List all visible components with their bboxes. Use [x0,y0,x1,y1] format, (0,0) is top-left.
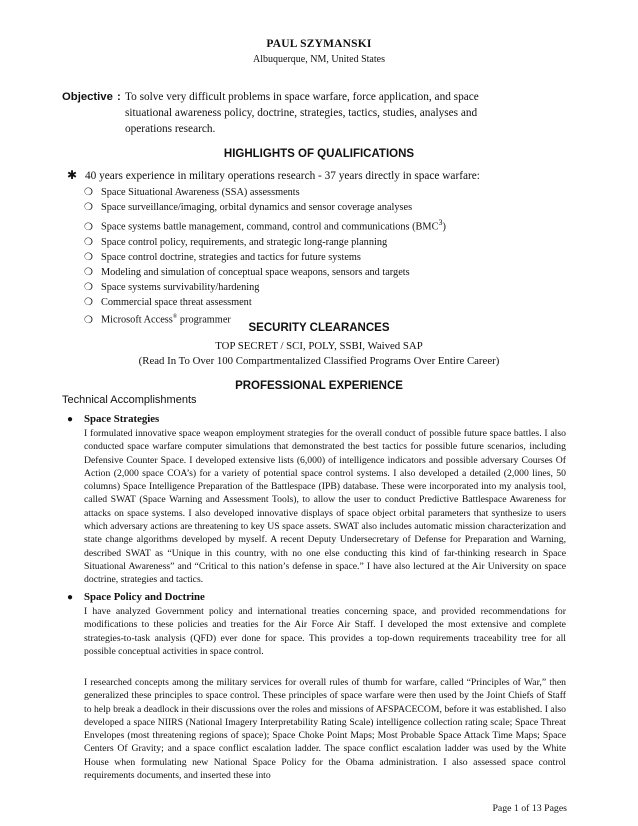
clearances-note: (Read In To Over 100 Compartmentalized Classified Programs Over Entire Career) [138,355,500,367]
accomplishment-title: Space Strategies [84,413,160,425]
accomplishment-paragraph: I have analyzed Government policy and international treaties concerning space, and provided recommendations for modifications to these policies and treaties for the Air Force Air Staff. I developed the most extensive and complete strategies-to-task analysis (QFD) ever done for space. This provides a top-down requirements traceability tree for all possible conceptual activities in space control. [84,606,566,657]
objective-line-1: To solve very difficult problems in space warfare, force application, and space [125,91,479,103]
list-item-text: Space systems battle management, command, control and communications (BMC [101,221,439,233]
hollow-square-bullet-icon: ❍ [84,236,93,248]
hollow-square-bullet-icon: ❍ [84,202,93,214]
list-item-text: Space surveillance/imaging, orbital dynamics and sensor coverage analyses [101,202,413,214]
list-item-text: Commercial space threat assessment [101,297,252,309]
hollow-square-bullet-icon: ❍ [84,251,93,263]
list-item [84,200,446,215]
list-item [84,250,446,265]
list-item [84,280,446,295]
hollow-square-bullet-icon: ❍ [84,187,93,198]
accomplishment-title: Space Policy and Doctrine [84,591,205,603]
list-item [84,185,446,200]
clearances-heading: SECURITY CLEARANCES [248,322,390,334]
page-number: Page 1 of 13 Pages [492,803,567,814]
registered-mark: ® [172,314,178,321]
candidate-location: Albuquerque, NM, United States [253,54,385,65]
list-item-text: Space control policy, requirements, and strategic long-range planning [101,236,388,248]
objective-section: Objective : To solve very difficult problems in space warfare, force application, and space situational awareness policy, doctrine, strategies, tactics, studies, analyses and operations research. [62,89,582,137]
filled-circle-bullet-icon: ● [67,592,74,603]
filled-circle-bullet-icon: ● [67,414,74,425]
bmc-close-paren: ) [442,221,446,233]
list-item-text: programmer [179,314,231,326]
hollow-square-bullet-icon: ❍ [84,314,93,326]
list-item [84,265,446,280]
list-item [84,215,446,235]
list-item [84,295,446,310]
list-item [84,235,446,250]
hollow-square-bullet-icon: ❍ [84,281,93,293]
highlights-main-text: 40 years experience in military operations research - 37 years directly in space warfare: [85,170,480,182]
objective-label: Objective [62,91,113,103]
highlights-list [84,185,446,328]
highlights-main-item [67,168,480,183]
list-item-text: Space Situational Awareness (SSA) assessments [101,187,300,198]
list-item-text: Modeling and simulation of conceptual space weapons, sensors and targets [101,266,410,278]
list-item-text: Space control doctrine, strategies and tactics for future systems [101,251,361,263]
objective-line-2: situational awareness policy, doctrine, strategies, tactics, studies, analyses and [125,107,478,119]
clearances-levels: TOP SECRET / SCI, POLY, SSBI, Waived SAP [215,340,423,352]
objective-line-3: operations research. [125,123,216,135]
candidate-name: PAUL SZYMANSKI [266,38,372,50]
accomplishment-paragraph: I researched concepts among the military services for overall rules of thumb for warfare, called “Principles of War,” then generalized these principles to space control. These principles of space warfare were then used by the Joint Chiefs of Staff to help break a deadlock in their discussions over the roles and missions of AFSPACECOM, before it was established. I also developed a space NIIRS (National Imagery Interpretability Rating Scale) intelligence collection rating scale; Space Threat Envelopes (most threatening regions of space); Space Choke Point Maps; Most Probable Space Attack Time Maps; Space Centers Of Gravity; and a space conflict escalation ladder. The space conflict escalation ladder was used by the White House when formulating new National Space Policy for the Obama administration. I also assessed space control requirements documents, and inserted these into [84,677,566,782]
list-item-text: Microsoft Access [101,314,173,326]
accomplishment-paragraph: I formulated innovative space weapon employment strategies for the overall conduct of possible future space battles. I also conducted space warfare computer simulations that demonstrated the best tactics for possible future scenarios, including Defensive Counter Space. I developed extensive lists (6,000) of intelligence indicators and possible adversary Courses Of Action (2,000 space COA’s) for a variety of potential space control systems. I also developed a detailed (2,000 lines, 50 columns) Space Intelligence Preparation of the Battlespace (IPB) database. These were incorporated into my analysis tool, called SWAT (Space Warning and Assessment Tools), to allow the user to conduct Predictive Battlespace Awareness for attacks on space systems. I also developed innovative displays of space object orbital parameters that synthesize to users which adversary actions are threatening to key US space assets. SWAT also includes automatic mission characterization and state change algorithms developed by myself. A recent Deputy Undersecretary of Defense for Preparation and Warning, described SWAT as “Unique in this country, with no one else conducting this kind of far-thinking research in Space Situational Awareness” and “Critical to this nation’s defense in space.” I have also lectured at the Air University on space doctrine, strategies and tactics. [84,428,566,586]
asterisk-bullet-icon: ✱ [67,168,78,182]
hollow-square-bullet-icon: ❍ [84,297,93,309]
bmc-superscript: 3 [438,218,443,228]
experience-heading: PROFESSIONAL EXPERIENCE [235,380,403,392]
technical-accomplishments-heading: Technical Accomplishments [62,394,197,406]
highlights-heading: HIGHLIGHTS OF QUALIFICATIONS [223,148,415,160]
list-item-text: Space systems survivability/hardening [101,281,260,293]
hollow-square-bullet-icon: ❍ [84,266,93,278]
hollow-square-bullet-icon: ❍ [84,221,93,233]
